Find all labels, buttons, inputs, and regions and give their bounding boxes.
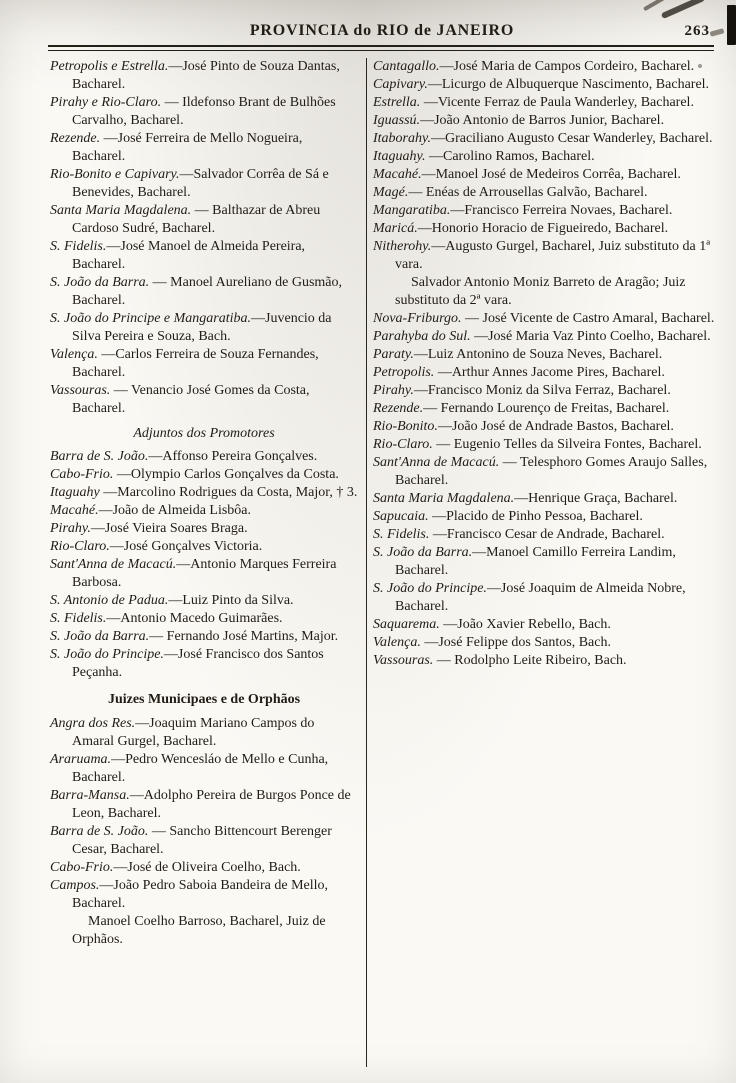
directory-entry: Macahé.—João de Almeida Lisbôa. (50, 503, 252, 518)
directory-entry: Estrella. —Vicente Ferraz de Paula Wanderley, Bacharel. (373, 95, 694, 110)
directory-entry: Barra de S. João. — Sancho Bittencourt Berenger Cesar, Bacharel. (50, 824, 332, 857)
place-name: Pirahy. (50, 521, 91, 536)
place-name: Rio-Claro. (373, 437, 433, 452)
place-name: Vassouras. (373, 653, 434, 668)
left-column (50, 58, 366, 1067)
place-name: Iguassú. (373, 113, 421, 128)
directory-entry: Parahyba do Sul. —José Maria Vaz Pinto Coelho, Bacharel. (373, 329, 711, 344)
text-columns (50, 58, 722, 1067)
place-name: Itaguahy (50, 485, 100, 500)
directory-entry: Angra dos Res.—Joaquim Mariano Campos do Amaral Gurgel, Bacharel. (50, 716, 315, 749)
place-name: Barra de S. João. (50, 449, 149, 464)
directory-entry: Rio-Claro.—José Gonçalves Victoria. (50, 539, 263, 554)
entry-continuation: Salvador Antonio Moniz Barreto de Aragão; Juiz substituto da 2ª vara. (395, 275, 686, 308)
place-name: Angra dos Res. (50, 716, 136, 731)
place-name: Nova-Friburgo. (373, 311, 462, 326)
place-name: Barra de S. João. (50, 824, 149, 839)
place-name: Pirahy e Rio-Claro. (50, 95, 162, 110)
place-name: Saquarema. (373, 617, 440, 632)
place-name: Itaborahy. (373, 131, 431, 146)
place-name: Vassouras. (50, 383, 111, 398)
directory-entry: Barra de S. João.—Affonso Pereira Gonçalves. (50, 449, 318, 464)
directory-entry: Rio-Bonito.—João José de Andrade Bastos, Bacharel. (373, 419, 674, 434)
directory-entry: Sant'Anna de Macacú. — Telesphoro Gomes Araujo Salles, Bacharel. (373, 455, 708, 488)
directory-entry: Pirahy.—Francisco Moniz da Silva Ferraz, Bacharel. (373, 383, 671, 398)
place-name: Santa Maria Magdalena. (373, 491, 515, 506)
place-name: Rio-Bonito. (373, 419, 438, 434)
place-name: Rezende. (373, 401, 424, 416)
place-name: S. João do Principe. (50, 647, 164, 662)
directory-entry: Santa Maria Magdalena.—Henrique Graça, Bacharel. (373, 491, 678, 506)
place-name: Petropolis e Estrella. (50, 59, 169, 74)
directory-entry: Itaguahy —Marcolino Rodrigues da Costa, Major, † 3. (50, 485, 358, 500)
scan-artifact-bar (727, 5, 736, 45)
place-name: Magé. (373, 185, 409, 200)
directory-entry: Iguassú.—João Antonio de Barros Junior, Bacharel. (373, 113, 665, 128)
section-heading: Juizes Municipaes e de Orphãos (107, 692, 301, 707)
place-name: S. João da Barra. (50, 629, 150, 644)
place-name: Sant'Anna de Macacú. (373, 455, 500, 470)
place-name: S. Fidelis. (50, 239, 107, 254)
directory-entry: S. João do Principe.—José Joaquim de Almeida Nobre, Bacharel. (373, 581, 686, 614)
page-number: 263 (684, 23, 710, 39)
place-name: Valença. (50, 347, 98, 362)
directory-entry: Rezende.— Fernando Lourenço de Freitas, Bacharel. (373, 401, 670, 416)
directory-entry: Rezende. —José Ferreira de Mello Nogueira, Bacharel. (50, 131, 303, 164)
place-name: Parahyba do Sul. (373, 329, 471, 344)
place-name: Santa Maria Magdalena. (50, 203, 192, 218)
place-name: S. Fidelis. (50, 611, 107, 626)
page-header (48, 22, 716, 44)
directory-entry: Saquarema. —João Xavier Rebello, Bach. (373, 617, 611, 632)
directory-entry: S. Antonio de Padua.—Luiz Pinto da Silva. (50, 593, 294, 608)
place-name: Capivary. (373, 77, 428, 92)
directory-entry: S. João da Barra. — Manoel Aureliano de Gusmão, Bacharel. (50, 275, 343, 308)
place-name: Cabo-Frio. (50, 467, 114, 482)
directory-entry: Sapucaia. —Placido de Pinho Pessoa, Bacharel. (373, 509, 643, 524)
directory-entry: Barra-Mansa.—Adolpho Pereira de Burgos Ponce de Leon, Bacharel. (50, 788, 351, 821)
place-name: Rio-Bonito e Capivary. (50, 167, 180, 182)
directory-entry: S. João da Barra.—Manoel Camillo Ferreira Landim, Bacharel. (373, 545, 676, 578)
directory-entry: Cabo-Frio.—José de Oliveira Coelho, Bach. (50, 860, 301, 875)
directory-entry: Magé.— Enéas de Arrousellas Galvão, Bacharel. (373, 185, 648, 200)
directory-entry: S. Fidelis. —Francisco Cesar de Andrade, Bacharel. (373, 527, 665, 542)
place-name: Barra-Mansa. (50, 788, 130, 803)
directory-entry: Valença. —Carlos Ferreira de Souza Fernandes, Bacharel. (50, 347, 319, 380)
directory-entry: Petropolis e Estrella.—José Pinto de Souza Dantas, Bacharel. (50, 59, 340, 92)
directory-entry: Araruama.—Pedro Wencesláo de Mello e Cunha, Bacharel. (50, 752, 329, 785)
directory-entry: Campos.—João Pedro Saboia Bandeira de Mello, Bacharel. (50, 878, 329, 911)
directory-entry: S. Fidelis.—José Manoel de Almeida Pereira, Bacharel. (50, 239, 306, 272)
place-name: S. João da Barra. (373, 545, 473, 560)
place-name: Araruama. (50, 752, 112, 767)
place-name: S. João do Principe e Mangaratiba. (50, 311, 252, 326)
place-name: Mangaratiba. (373, 203, 451, 218)
directory-entry: S. João da Barra.— Fernando José Martins, Major. (50, 629, 339, 644)
right-column (367, 58, 722, 1067)
entry-continuation: Manoel Coelho Barroso, Bacharel, Juiz de Orphãos. (72, 914, 326, 947)
directory-entry: S. João do Principe e Mangaratiba.—Juvencio da Silva Pereira e Souza, Bach. (50, 311, 332, 344)
place-name: Pirahy. (373, 383, 414, 398)
place-name: Cantagallo. (373, 59, 440, 74)
directory-entry: Itaguahy. —Carolino Ramos, Bacharel. (373, 149, 595, 164)
place-name: Rezende. (50, 131, 101, 146)
place-name: Valença. (373, 635, 421, 650)
place-name: Rio-Claro. (50, 539, 110, 554)
header-rule (48, 45, 714, 51)
place-name: Estrella. (373, 95, 421, 110)
place-name: Cabo-Frio. (50, 860, 114, 875)
directory-entry: Nova-Friburgo. — José Vicente de Castro Amaral, Bacharel. (373, 311, 715, 326)
directory-entry: Petropolis. —Arthur Annes Jacome Pires, Bacharel. (373, 365, 665, 380)
directory-entry: Vassouras. — Rodolpho Leite Ribeiro, Bach. (373, 653, 627, 668)
directory-entry: Rio-Claro. — Eugenio Telles da Silveira Fontes, Bacharel. (373, 437, 702, 452)
directory-entry: Cabo-Frio. —Olympio Carlos Gonçalves da Costa. (50, 467, 339, 482)
directory-entry: Pirahy.—José Vieira Soares Braga. (50, 521, 248, 536)
directory-entry: Rio-Bonito e Capivary.—Salvador Corrêa de Sá e Benevides, Bacharel. (50, 167, 329, 200)
directory-entry: Valença. —José Felippe dos Santos, Bach. (373, 635, 611, 650)
place-name: Petropolis. (373, 365, 435, 380)
directory-entry: Mangaratiba.—Francisco Ferreira Novaes, Bacharel. (373, 203, 673, 218)
directory-entry: Nitherohy.—Augusto Gurgel, Bacharel, Juiz substituto da 1ª vara. (373, 239, 711, 272)
directory-entry: S. Fidelis.—Antonio Macedo Guimarães. (50, 611, 283, 626)
place-name: Paraty. (373, 347, 414, 362)
place-name: Nitherohy. (373, 239, 432, 254)
directory-entry: Paraty.—Luiz Antonino de Souza Neves, Bacharel. (373, 347, 663, 362)
directory-entry: S. João do Principe.—José Francisco dos Santos Peçanha. (50, 647, 324, 680)
running-title: PROVINCIA do RIO de JANEIRO (249, 22, 515, 39)
directory-entry: Santa Maria Magdalena. — Balthazar de Abreu Cardoso Sudré, Bacharel. (50, 203, 321, 236)
directory-entry: Pirahy e Rio-Claro. — Ildefonso Brant de Bulhões Carvalho, Bacharel. (50, 95, 336, 128)
place-name: S. João da Barra. (50, 275, 150, 290)
directory-entry: Macahé.—Manoel José de Medeiros Corrêa, Bacharel. (373, 167, 681, 182)
directory-entry: Cantagallo.—José Maria de Campos Cordeiro, Bacharel. (373, 59, 695, 74)
section-heading: Adjuntos dos Promotores (133, 426, 275, 441)
place-name: Itaguahy. (373, 149, 426, 164)
directory-entry: Sant'Anna de Macacú.—Antonio Marques Ferreira Barbosa. (50, 557, 337, 590)
directory-entry: Capivary.—Licurgo de Albuquerque Nascimento, Bacharel. (373, 77, 710, 92)
place-name: S. Fidelis. (373, 527, 430, 542)
place-name: S. Antonio de Padua. (50, 593, 169, 608)
place-name: Campos. (50, 878, 100, 893)
place-name: Macahé. (373, 167, 422, 182)
place-name: S. João do Principe. (373, 581, 487, 596)
scan-smudge (661, 0, 705, 19)
directory-entry: Maricá.—Honorio Horacio de Figueiredo, Bacharel. (373, 221, 669, 236)
place-name: Sant'Anna de Macacú. (50, 557, 177, 572)
directory-entry: Itaborahy.—Graciliano Augusto Cesar Wanderley, Bacharel. (373, 131, 713, 146)
place-name: Maricá. (373, 221, 418, 236)
directory-entry: Vassouras. — Venancio José Gomes da Costa, Bacharel. (50, 383, 310, 416)
place-name: Macahé. (50, 503, 99, 518)
place-name: Sapucaia. (373, 509, 429, 524)
